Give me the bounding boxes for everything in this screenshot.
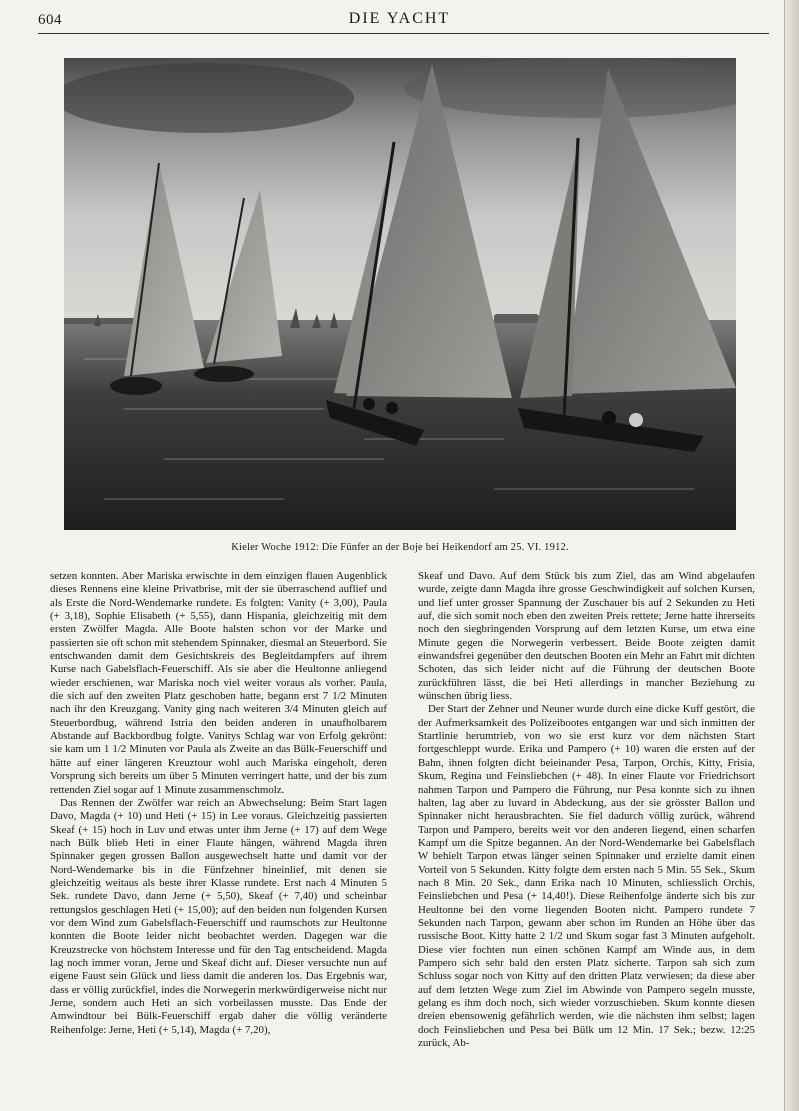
text-column-right [418,570,755,1050]
sailing-photograph [64,58,736,530]
page-number: 604 [38,12,62,28]
page-edge [784,0,799,1111]
text-column-left [50,570,387,1037]
figure-caption: Kieler Woche 1912: Die Fünfer an der Boje bei Heikendorf am 25. VI. 1912. [231,542,569,553]
sailboats-image [64,58,736,530]
paragraph: Das Rennen der Zwölfer war reich an Abwechselung: Beim Start lagen Davo, Magda (+ 10) und Heti (+ 15) in Lee voraus. Gleichzeitig passierten Skeaf (+ 15) hoch in Luv und etwas unter ihm Jerne (+ 17) auf dem Wege nach Bülk blieb Heti in einer Flaute hängen, während Magda ihren Spinnaker gegen grossen Ballon ausgewechselt hatte und damit vor der Nord-Wendemarke bis in die Fünfzehner hineinlief, mit denen sie gleichzeitig weitaus als beste ihrer Klasse rundete. Erst nach 4 Minuten 5 Sek. rundete Davo, dann Jerne (+ 5,50), Skeaf (+ 7,40) und scheinbar rettungslos geschlagen Heti (+ 15,00); auf den beiden nun folgenden Kursen vor dem Wind zum Gabelsflach-Feuerschiff und raumschots zur Heultonne konnten die Boote leider nicht beobachtet werden. Dagegen war die Kreuzstrecke von höchstem Interesse und für den Tag entscheidend. Magda lag noch immer voran, Jerne und Skeaf dicht auf. Dieser versuchte nun auf eigene Faust sein Glück und liess damit die anderen los. Das Ergebnis war, dass er völlig zurückfiel, indes die Norwegerin merkwürdigerweise nicht nur Jerne, sondern auch Heti an sich vorbeilassen musste. Das Ende der Amwindtour bei Bülk-Feuerschiff ergab daher die völlig veränderte Reihenfolge: Jerne, Heti (+ 5,14), Magda (+ 7,20), [50,796,387,1036]
header-rule [38,33,769,34]
running-title: DIE YACHT [348,10,451,27]
paragraph: Skeaf und Davo. Auf dem Stück bis zum Ziel, das am Wind abgelaufen wurde, zeigte dann Magda ihre grosse Geschwindigkeit auf solchen Kursen, und lief unter grosser Spannung der Zuschauer bis auf 2 Sekunden zu Heti auf, die sich somit noch eben den zweiten Preis rettete; Jerne hatte ihrerseits noch den siegbringenden Vorsprung auf dem letzten Kurse, um etwa eine Minute gegen die Norwegerin verbessert. Beide Boote zeigten damit einwandsfrei gegenüber den deutschen Booten ein Mehr an Fahrt mit dichten Schoten, das sich leider nicht auf die Führung der deutschen Boote zurückführen lässt, die bei Heti allerdings in mancher Beziehung zu wünschen übrig liess. [418,570,755,703]
paragraph: Der Start der Zehner und Neuner wurde durch eine dicke Kuff gestört, die der Aufmerksamkeit des Polizeibootes entgangen war und sich inmitten der Startlinie herumtrieb, von wo sie erst kurz vor dem nächsten Start fortgeschleppt wurde. Erika und Pampero (+ 10) waren die ersten auf der Bahn, ihnen folgten dicht beieinander Pesa, Tarpon, Orchis, Kitty, Frisia, Skum, Regina und Feinsliebchen (+ 48). In einer Flaute vor Friedrichsort nahmen Tarpon und Pampero die Führung, nur Pesa konnte sich zu ihnen halten, lag aber zu luvard in Abdeckung, aus der sie grösster Ballon und Spinnaker nicht herausbrachten. Sie fiel dadurch völlig zurück, während Tarpon und Pampero, bereits weit vor den anderen liegend, einen scharfen Kampf um die Spitze begannen. An der Nord-Wendemarke bei Gabelsflach W behielt Tarpon etwas länger seinen Spinnaker und erzielte damit einen Vorteil von 5 Sekunden. Kitty folgte dem ersten nach 5 Min. 55 Sek., Skum nach 8 Min. 20 Sek., dann Erika nach 10 Minuten, schliesslich Orchis, Feinsliebchen und Pesa (+ 14,40!). Diese Reihenfolge änderte sich bis zur Heultonne bei den vorne liegenden Booten nicht. Pampero rundete 7 Sekunden nach Tarpon, gewann aber schon im Runden an Höhe über das russische Boot. Kitty hatte 2 1/2 und Skum sogar fast 3 Minuten aufgeholt. Diese vier fochten nun einen schönen Kampf am Winde aus, in dem Pampero sich sehr bald den ersten Platz sicherte. Tarpon sah sich zum Schluss sogar noch von Kitty auf den dritten Platz verwiesen; da diese aber auf dem letzten Wege zum Ziel im Abwinde von Pampero segeln musste, gelang es ihm doch noch, sich wieder vorzuschieben. Skum konnte diesen dreien ebensowenig gefährlich werden, wie die nächsten ihm selbst; lagen doch Feinsliebchen und Pesa bei Bülk um 12 Min. 17 Sek.; bezw. 12:25 zurück, Ab- [418,703,755,1050]
paragraph: setzen konnten. Aber Mariska erwischte in dem einzigen flauen Augenblick dieses Rennens eine kleine Privatbrise, mit der sie überraschend auflief und als Erste die Nord-Wendemarke rundete. Es folgten: Vanity (+ 3,00), Paula (+ 3,18), Sophie Elisabeth (+ 5,55), dann Hispania, gleichzeitig mit dem ersten Zwölfer Magda. Alle Boote halsten schon vor der Marke und passierten sie oft schon mit stehendem Spinnaker, diesmal an Steuerbord. Sie entschwanden damit dem Gesichtskreis des Begleitdampfers auf ihrem Kurse nach Gabelsflach-Feuerschiff. Als sie aber die Heultonne anliegend wieder erschienen, war Mariska noch viel weiter voraus als vorher. Paula, die sich auf den zweiten Platz geschoben hatte, begann erst 7 1/2 Minuten nach ihr den Kreuzgang. Vanity ging nach weiteren 3/4 Minuten gleich auf Steuerbordbug, während Istria den beiden anderen in unaufholbarem Abstande auf Backbordbug folgte. Vanitys Schlag war von Erfolg gekrönt: sie kam um 1 1/2 Minuten vor Paula als Zweite an das Bülk-Feuerschiff und hätte auf einer längeren Kreuztour wohl auch Mariska eingeholt, deren Vorsprung sich bereits um über 5 Minuten verringert hatte, und der bis zum rettenden Ziel sogar auf 1 Minute zusammenschmolz. [50,570,387,796]
